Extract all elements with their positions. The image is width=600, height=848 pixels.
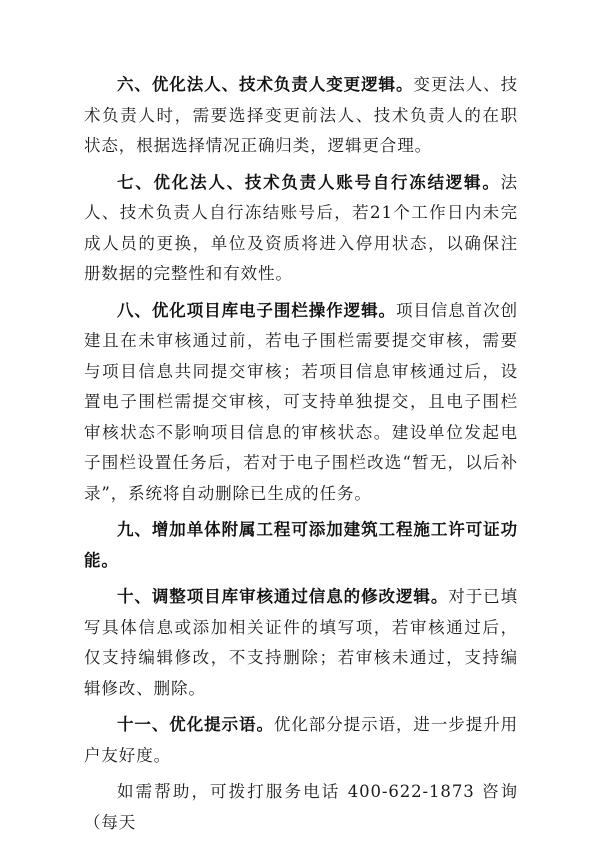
- paragraph-11-heading: 十一、优化提示语。: [117, 715, 274, 734]
- paragraph-7-body: 法人、技术负责人自行冻结账号后，若21个工作日内未完成人员的更换，单位及资质将进入停用状态，以确保注册数据的完整性和有效性。: [84, 172, 518, 283]
- document-body: [84, 70, 518, 838]
- paragraph-6-heading: 六、优化法人、技术负责人变更逻辑。: [117, 75, 414, 94]
- paragraph-10: [84, 582, 518, 704]
- paragraph-help-body: 如需帮助，可拨打服务电话 400-622-1873 咨询（每天: [84, 782, 518, 832]
- paragraph-9-heading: 九、增加单体附属工程可添加建筑工程施工许可证功能。: [84, 520, 518, 570]
- paragraph-8-body: 项目信息首次创建且在未审核通过前，若电子围栏需要提交审核，需要与项目信息共同提交审核；若项目信息审核通过后，设置电子围栏需提交审核，可支持单独提交，且电子围栏审核状态不影响项目信息的审核状态。建设单位发起电子围栏设置任务后，若对于电子围栏改选“暂无，以后补录”，系统将自动删除已生成的任务。: [84, 300, 518, 503]
- paragraph-6: [84, 70, 518, 162]
- paragraph-10-body: 对于已填写具体信息或添加相关证件的填写项，若审核通过后，仅支持编辑修改，不支持删除；若审核未通过，支持编辑修改、删除。: [84, 587, 518, 698]
- paragraph-8-heading: 八、优化项目库电子围栏操作逻辑。: [117, 300, 396, 320]
- paragraph-8: [84, 296, 518, 510]
- paragraph-help: [84, 777, 518, 838]
- paragraph-9: [84, 515, 518, 576]
- paragraph-7: [84, 168, 518, 290]
- paragraph-7-heading: 七、优化法人、技术负责人账号自行冻结逻辑。: [117, 172, 501, 192]
- paragraph-10-heading: 十、调整项目库审核通过信息的修改逻辑。: [117, 587, 449, 606]
- paragraph-11-body: 优化部分提示语，进一步提升用户友好度。: [84, 715, 518, 765]
- paragraph-11: [84, 710, 518, 771]
- paragraph-6-body: 变更法人、技术负责人时，需要选择变更前法人、技术负责人的在职状态，根据选择情况正确归类，逻辑更合理。: [84, 75, 518, 155]
